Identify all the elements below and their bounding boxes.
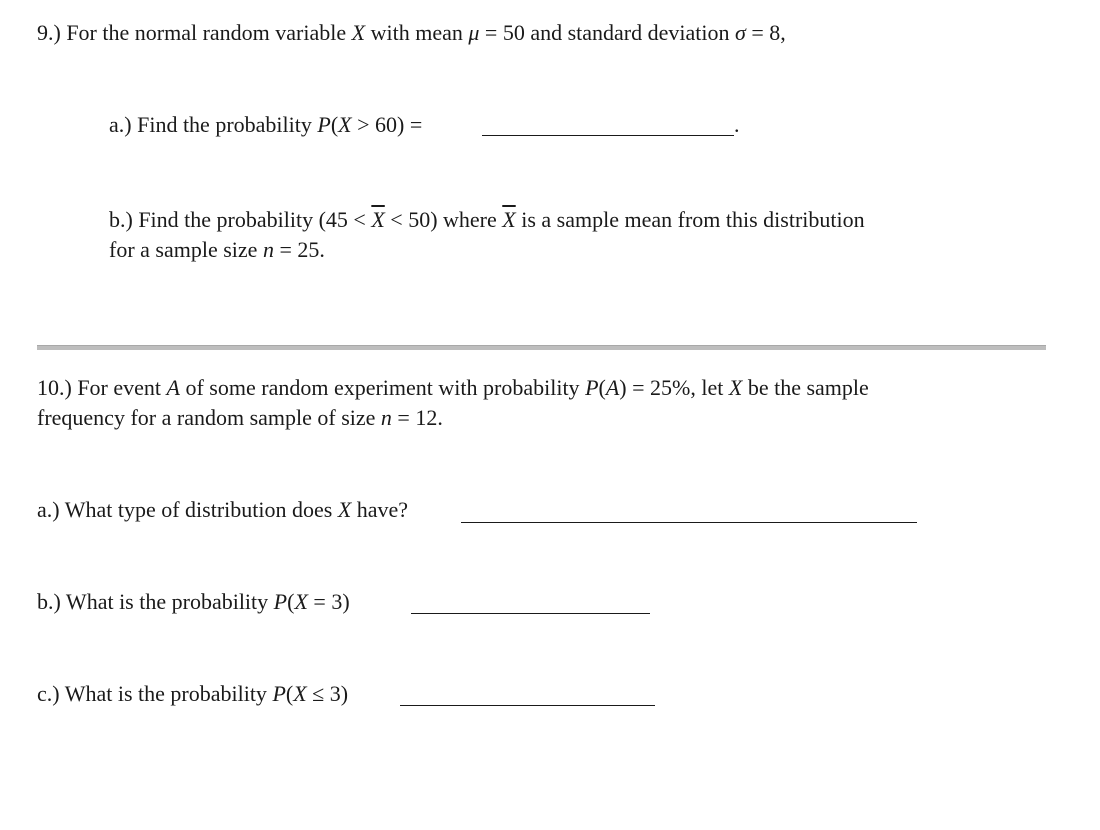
var-sigma: σ <box>734 20 746 45</box>
q9-stem-text: with mean <box>365 20 469 45</box>
q10-stem-text: ) = 25%, let <box>619 375 729 400</box>
var-n: n <box>380 405 392 430</box>
var-p: P <box>585 375 599 400</box>
q10-stem-text: of some random experiment with probability <box>179 375 586 400</box>
q9b-text: < 50) where <box>384 207 503 232</box>
var-x: X <box>728 375 743 400</box>
q10a-text: have? <box>351 497 409 522</box>
q10a-prompt <box>37 497 408 523</box>
q9b-text: b.) Find the probability (45 < <box>109 207 372 232</box>
q9a-text: a.) Find the probability <box>109 112 318 137</box>
q9a-period: . <box>734 112 740 137</box>
var-x: X <box>351 20 366 45</box>
q10b-text: ( <box>287 589 295 614</box>
q9-stem-text: 9.) For the normal random variable <box>37 20 352 45</box>
q9-stem-text: = 8, <box>745 20 786 45</box>
var-xbar: $\overline{X}$ <box>371 207 385 232</box>
q9b-text: for a sample size <box>109 237 263 262</box>
var-x: X <box>293 681 307 706</box>
var-xbar: $\overline{X}$ <box>502 207 516 232</box>
q9-stem <box>37 20 786 46</box>
q9b-text: is a sample mean from this distribution <box>515 207 865 232</box>
var-p: P <box>272 681 286 706</box>
q10a-text: a.) What type of distribution does <box>37 497 338 522</box>
q10b-text: = 3) <box>307 589 350 614</box>
q9a-prompt <box>109 112 422 138</box>
section-divider <box>37 345 1046 350</box>
q10b-text: b.) What is the probability <box>37 589 274 614</box>
q10-stem-line1 <box>37 375 869 401</box>
q10b-prompt <box>37 589 350 615</box>
q10-stem-line2 <box>37 405 443 431</box>
q10-stem-text: frequency for a random sample of size <box>37 405 381 430</box>
q10-stem-text: 10.) For event <box>37 375 167 400</box>
q9b-text: = 25. <box>273 237 325 262</box>
var-n: n <box>262 237 274 262</box>
q10c-text: ( <box>285 681 294 706</box>
q9-stem-text: = 50 and standard deviation <box>479 20 735 45</box>
q10c-text: c.) What is the probability <box>37 681 273 706</box>
var-p: P <box>273 589 288 614</box>
var-x: X <box>337 497 352 522</box>
var-x: X <box>294 589 308 614</box>
q9b-prompt-line2 <box>109 237 325 263</box>
var-mu: μ <box>468 20 480 45</box>
var-a: A <box>605 375 620 400</box>
q9a-text: ( <box>330 112 339 137</box>
q9a-text: > 60) = <box>351 112 423 137</box>
var-a: A <box>166 375 180 400</box>
q10a-answer-blank[interactable] <box>461 522 917 523</box>
q10-stem-text: = 12. <box>391 405 443 430</box>
q10b-answer-blank[interactable] <box>411 613 650 614</box>
q9a-answer-blank[interactable] <box>482 135 734 136</box>
q10c-text: ≤ 3) <box>306 681 349 706</box>
q10c-answer-blank[interactable] <box>400 705 655 706</box>
q10c-prompt <box>37 681 348 707</box>
q10-stem-text: ( <box>598 375 606 400</box>
var-x: X <box>338 112 352 137</box>
q9b-prompt-line1 <box>109 207 865 233</box>
var-p: P <box>317 112 331 137</box>
q10-stem-text: be the sample <box>742 375 869 400</box>
